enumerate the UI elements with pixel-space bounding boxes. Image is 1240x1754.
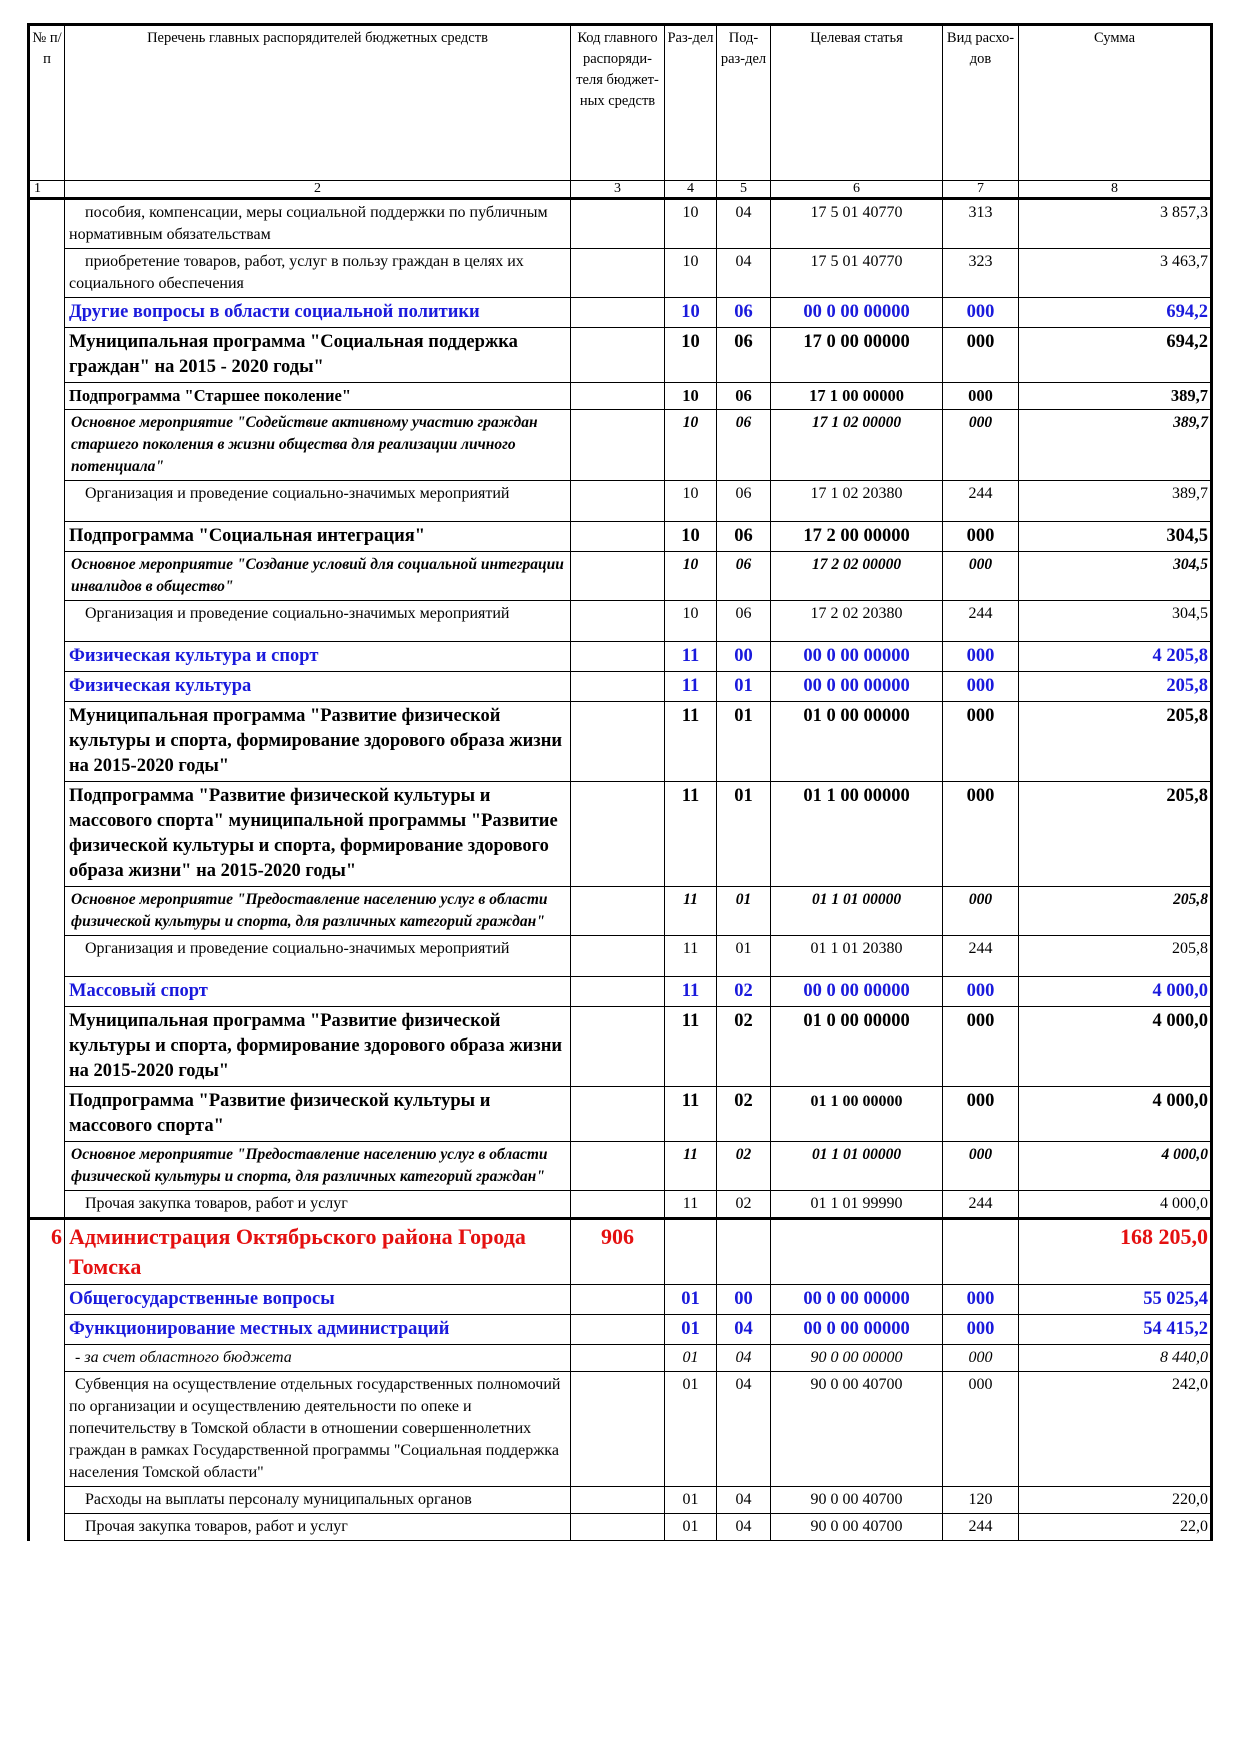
table-row [29, 642, 1212, 672]
row-name: Основное мероприятие "Предоставление населению услуг в области физической культуры и спорта, для различных категорий граждан" [65, 887, 571, 936]
row-name: приобретение товаров, работ, услуг в пользу граждан в целях их социального обеспечения [65, 249, 571, 298]
row-sum: 304,5 [1019, 601, 1212, 642]
row-podrazdel: 06 [717, 410, 771, 481]
row-target-article: 17 1 00 00000 [771, 383, 943, 410]
row-sum: 205,8 [1019, 672, 1212, 702]
row-index [29, 936, 65, 977]
row-razdel: 10 [665, 328, 717, 383]
row-index [29, 1345, 65, 1372]
table-row [29, 410, 1212, 481]
row-name: Физическая культура и спорт [65, 642, 571, 672]
row-expense-type: 120 [943, 1487, 1019, 1514]
row-index [29, 522, 65, 552]
row-name: Подпрограмма "Развитие физической культуры и массового спорта" [65, 1087, 571, 1142]
row-name: Основное мероприятие "Предоставление населению услуг в области физической культуры и спорта, для различных категорий граждан" [65, 1142, 571, 1191]
row-name: Организация и проведение социально-значимых мероприятий [65, 481, 571, 522]
table-row [29, 702, 1212, 782]
table-row [29, 782, 1212, 887]
row-target-article: 00 0 00 00000 [771, 977, 943, 1007]
row-target-article: 01 0 00 00000 [771, 1007, 943, 1087]
row-index [29, 601, 65, 642]
row-podrazdel: 01 [717, 782, 771, 887]
row-razdel [665, 1219, 717, 1285]
row-target-article: 90 0 00 00000 [771, 1345, 943, 1372]
row-name: Организация и проведение социально-значимых мероприятий [65, 936, 571, 977]
row-target-article: 01 1 00 00000 [771, 1087, 943, 1142]
row-index [29, 672, 65, 702]
table-row [29, 887, 1212, 936]
row-code [571, 1191, 665, 1219]
row-target-article: 17 1 02 20380 [771, 481, 943, 522]
row-index [29, 642, 65, 672]
row-expense-type: 244 [943, 936, 1019, 977]
table-row [29, 1372, 1212, 1487]
row-code [571, 601, 665, 642]
row-code [571, 383, 665, 410]
row-razdel: 01 [665, 1345, 717, 1372]
row-code [571, 298, 665, 328]
row-name: Прочая закупка товаров, работ и услуг [65, 1514, 571, 1541]
row-name: пособия, компенсации, меры социальной поддержки по публичным нормативным обязательствам [65, 199, 571, 249]
row-sum: 4 000,0 [1019, 1007, 1212, 1087]
row-expense-type: 000 [943, 1345, 1019, 1372]
row-sum: 389,7 [1019, 410, 1212, 481]
row-razdel: 10 [665, 383, 717, 410]
row-podrazdel: 02 [717, 1142, 771, 1191]
row-index [29, 328, 65, 383]
row-podrazdel [717, 1219, 771, 1285]
header-podrazdel: Под-раз-дел [717, 25, 771, 181]
row-target-article: 90 0 00 40700 [771, 1372, 943, 1487]
row-target-article: 01 1 01 99990 [771, 1191, 943, 1219]
header-expense-type: Вид расхо-дов [943, 25, 1019, 181]
row-target-article: 01 1 00 00000 [771, 782, 943, 887]
row-razdel: 10 [665, 199, 717, 249]
row-expense-type: 000 [943, 1315, 1019, 1345]
row-podrazdel: 01 [717, 936, 771, 977]
row-name: Подпрограмма "Социальная интеграция" [65, 522, 571, 552]
row-razdel: 10 [665, 481, 717, 522]
header-name: Перечень главных распорядителей бюджетных средств [65, 25, 571, 181]
row-sum: 694,2 [1019, 328, 1212, 383]
table-row [29, 522, 1212, 552]
row-index [29, 249, 65, 298]
row-name: Муниципальная программа "Развитие физической культуры и спорта, формирование здорового образа жизни на 2015-2020 годы" [65, 702, 571, 782]
row-podrazdel: 02 [717, 1087, 771, 1142]
row-expense-type: 000 [943, 1285, 1019, 1315]
row-index [29, 410, 65, 481]
row-index [29, 298, 65, 328]
row-index [29, 1191, 65, 1219]
row-index [29, 1372, 65, 1487]
row-name: Организация и проведение социально-значимых мероприятий [65, 601, 571, 642]
column-number: 5 [717, 181, 771, 199]
row-target-article: 00 0 00 00000 [771, 298, 943, 328]
row-target-article: 01 1 01 20380 [771, 936, 943, 977]
row-target-article: 17 5 01 40770 [771, 199, 943, 249]
row-index [29, 1487, 65, 1514]
row-code [571, 199, 665, 249]
row-podrazdel: 06 [717, 383, 771, 410]
header-razdel: Раз-дел [665, 25, 717, 181]
row-razdel: 01 [665, 1514, 717, 1541]
row-target-article: 01 0 00 00000 [771, 702, 943, 782]
row-razdel: 10 [665, 552, 717, 601]
row-sum: 205,8 [1019, 936, 1212, 977]
row-podrazdel: 04 [717, 249, 771, 298]
row-name: Расходы на выплаты персоналу муниципальных органов [65, 1487, 571, 1514]
row-sum: 205,8 [1019, 887, 1212, 936]
table-row [29, 199, 1212, 249]
table-row [29, 977, 1212, 1007]
row-target-article: 00 0 00 00000 [771, 672, 943, 702]
row-sum: 54 415,2 [1019, 1315, 1212, 1345]
row-sum: 220,0 [1019, 1487, 1212, 1514]
row-sum: 304,5 [1019, 552, 1212, 601]
row-expense-type: 244 [943, 601, 1019, 642]
row-podrazdel: 01 [717, 887, 771, 936]
row-target-article: 90 0 00 40700 [771, 1487, 943, 1514]
table-row [29, 672, 1212, 702]
row-expense-type: 000 [943, 328, 1019, 383]
table-row [29, 1345, 1212, 1372]
row-podrazdel: 04 [717, 1487, 771, 1514]
row-name: Муниципальная программа "Социальная поддержка граждан" на 2015 - 2020 годы" [65, 328, 571, 383]
header-code: Код главного распоряди-теля бюджет-ных средств [571, 25, 665, 181]
row-name: Функционирование местных администраций [65, 1315, 571, 1345]
row-target-article: 17 1 02 00000 [771, 410, 943, 481]
row-target-article: 01 1 01 00000 [771, 887, 943, 936]
row-code [571, 1514, 665, 1541]
table-row [29, 1007, 1212, 1087]
row-target-article: 00 0 00 00000 [771, 642, 943, 672]
table-row [29, 481, 1212, 522]
row-name: - за счет областного бюджета [65, 1345, 571, 1372]
row-podrazdel: 06 [717, 552, 771, 601]
row-sum: 304,5 [1019, 522, 1212, 552]
table-row [29, 1315, 1212, 1345]
row-expense-type: 000 [943, 383, 1019, 410]
row-code [571, 522, 665, 552]
row-name: Другие вопросы в области социальной политики [65, 298, 571, 328]
row-expense-type: 000 [943, 887, 1019, 936]
row-name: Прочая закупка товаров, работ и услуг [65, 1191, 571, 1219]
row-sum: 168 205,0 [1019, 1219, 1212, 1285]
row-razdel: 10 [665, 249, 717, 298]
row-podrazdel: 02 [717, 1007, 771, 1087]
row-podrazdel: 06 [717, 522, 771, 552]
row-razdel: 11 [665, 936, 717, 977]
row-index [29, 1142, 65, 1191]
row-code [571, 410, 665, 481]
row-expense-type: 323 [943, 249, 1019, 298]
column-number: 8 [1019, 181, 1212, 199]
table-row [29, 328, 1212, 383]
row-podrazdel: 04 [717, 1372, 771, 1487]
row-sum: 4 000,0 [1019, 1087, 1212, 1142]
row-expense-type: 000 [943, 410, 1019, 481]
row-code [571, 1372, 665, 1487]
row-razdel: 11 [665, 1142, 717, 1191]
row-sum: 55 025,4 [1019, 1285, 1212, 1315]
row-expense-type: 000 [943, 1142, 1019, 1191]
row-podrazdel: 04 [717, 1514, 771, 1541]
row-podrazdel: 04 [717, 1345, 771, 1372]
row-index [29, 782, 65, 887]
row-code [571, 481, 665, 522]
column-number: 7 [943, 181, 1019, 199]
table-row [29, 552, 1212, 601]
row-index [29, 1285, 65, 1315]
row-razdel: 10 [665, 522, 717, 552]
row-target-article: 17 2 02 20380 [771, 601, 943, 642]
row-razdel: 10 [665, 298, 717, 328]
row-index [29, 383, 65, 410]
header-target-article: Целевая статья [771, 25, 943, 181]
row-code [571, 1142, 665, 1191]
row-code: 906 [571, 1219, 665, 1285]
row-sum: 22,0 [1019, 1514, 1212, 1541]
row-expense-type: 000 [943, 298, 1019, 328]
table-row [29, 383, 1212, 410]
row-razdel: 01 [665, 1372, 717, 1487]
row-sum: 4 000,0 [1019, 1191, 1212, 1219]
row-podrazdel: 00 [717, 1285, 771, 1315]
row-razdel: 01 [665, 1487, 717, 1514]
row-sum: 694,2 [1019, 298, 1212, 328]
column-numbers-row [29, 181, 1212, 199]
row-name: Физическая культура [65, 672, 571, 702]
budget-table [27, 23, 1213, 1541]
row-index [29, 702, 65, 782]
row-razdel: 10 [665, 410, 717, 481]
row-code [571, 328, 665, 383]
row-podrazdel: 06 [717, 601, 771, 642]
row-sum: 4 000,0 [1019, 1142, 1212, 1191]
row-index [29, 1315, 65, 1345]
row-sum: 8 440,0 [1019, 1345, 1212, 1372]
row-sum: 3 463,7 [1019, 249, 1212, 298]
row-index [29, 1514, 65, 1541]
header-sum: Сумма [1019, 25, 1212, 181]
row-code [571, 552, 665, 601]
row-sum: 4 205,8 [1019, 642, 1212, 672]
row-podrazdel: 02 [717, 977, 771, 1007]
table-row [29, 1285, 1212, 1315]
table-row [29, 1191, 1212, 1219]
row-sum: 389,7 [1019, 383, 1212, 410]
row-podrazdel: 01 [717, 702, 771, 782]
row-expense-type: 000 [943, 782, 1019, 887]
row-expense-type: 000 [943, 1372, 1019, 1487]
row-expense-type: 000 [943, 1087, 1019, 1142]
row-code [571, 642, 665, 672]
header-number: № п/п [29, 25, 65, 181]
row-podrazdel: 06 [717, 481, 771, 522]
table-row [29, 1219, 1212, 1285]
row-index [29, 887, 65, 936]
column-number: 3 [571, 181, 665, 199]
row-razdel: 11 [665, 1191, 717, 1219]
row-code [571, 1087, 665, 1142]
row-name: Муниципальная программа "Развитие физической культуры и спорта, формирование здорового образа жизни на 2015-2020 годы" [65, 1007, 571, 1087]
budget-document [27, 23, 1210, 1541]
row-code [571, 1285, 665, 1315]
table-row [29, 1142, 1212, 1191]
table-row [29, 936, 1212, 977]
row-index [29, 481, 65, 522]
row-razdel: 11 [665, 782, 717, 887]
row-podrazdel: 04 [717, 1315, 771, 1345]
row-index [29, 552, 65, 601]
row-name: Администрация Октябрьского района Города Томска [65, 1219, 571, 1285]
row-target-article: 17 0 00 00000 [771, 328, 943, 383]
table-row [29, 601, 1212, 642]
row-razdel: 01 [665, 1315, 717, 1345]
table-body [29, 199, 1212, 1541]
table-row [29, 249, 1212, 298]
row-expense-type [943, 1219, 1019, 1285]
table-row [29, 298, 1212, 328]
row-expense-type: 000 [943, 1007, 1019, 1087]
row-razdel: 11 [665, 672, 717, 702]
row-code [571, 936, 665, 977]
row-target-article: 01 1 01 00000 [771, 1142, 943, 1191]
row-sum: 242,0 [1019, 1372, 1212, 1487]
row-expense-type: 000 [943, 672, 1019, 702]
row-code [571, 702, 665, 782]
row-razdel: 11 [665, 887, 717, 936]
row-expense-type: 000 [943, 977, 1019, 1007]
table-row [29, 1514, 1212, 1541]
row-expense-type: 313 [943, 199, 1019, 249]
row-code [571, 1315, 665, 1345]
table-row [29, 1087, 1212, 1142]
column-number: 2 [65, 181, 571, 199]
row-code [571, 1007, 665, 1087]
row-name: Основное мероприятие "Создание условий для социальной интеграции инвалидов в общество" [65, 552, 571, 601]
row-target-article: 17 5 01 40770 [771, 249, 943, 298]
row-code [571, 782, 665, 887]
row-razdel: 11 [665, 642, 717, 672]
row-expense-type: 000 [943, 552, 1019, 601]
row-podrazdel: 00 [717, 642, 771, 672]
row-code [571, 249, 665, 298]
row-sum: 389,7 [1019, 481, 1212, 522]
row-expense-type: 000 [943, 702, 1019, 782]
row-target-article: 17 2 00 00000 [771, 522, 943, 552]
row-index [29, 1007, 65, 1087]
row-razdel: 10 [665, 601, 717, 642]
row-podrazdel: 04 [717, 199, 771, 249]
row-expense-type: 244 [943, 1514, 1019, 1541]
row-target-article [771, 1219, 943, 1285]
row-target-article: 17 2 02 00000 [771, 552, 943, 601]
row-sum: 3 857,3 [1019, 199, 1212, 249]
row-expense-type: 000 [943, 522, 1019, 552]
row-index [29, 977, 65, 1007]
row-podrazdel: 02 [717, 1191, 771, 1219]
column-number: 1 [29, 181, 65, 199]
row-podrazdel: 06 [717, 328, 771, 383]
row-code [571, 672, 665, 702]
row-sum: 4 000,0 [1019, 977, 1212, 1007]
row-code [571, 977, 665, 1007]
row-name: Подпрограмма "Развитие физической культуры и массового спорта" муниципальной программы "Развитие физической культуры и спорта, формирование здорового образа жизни" на 2015-2020 годы" [65, 782, 571, 887]
table-row [29, 1487, 1212, 1514]
row-name: Общегосударственные вопросы [65, 1285, 571, 1315]
row-name: Субвенция на осуществление отдельных государственных полномочий по организации и осуществлению деятельности по опеке и попечительству в Томской области в отношении совершеннолетних граждан в рамках Государственной программы "Социальная поддержка населения Томской области" [65, 1372, 571, 1487]
row-target-article: 00 0 00 00000 [771, 1285, 943, 1315]
row-razdel: 11 [665, 702, 717, 782]
row-podrazdel: 06 [717, 298, 771, 328]
row-razdel: 11 [665, 1007, 717, 1087]
row-code [571, 1345, 665, 1372]
row-index [29, 1087, 65, 1142]
row-razdel: 01 [665, 1285, 717, 1315]
row-name: Основное мероприятие "Содействие активному участию граждан старшего поколения в жизни общества для реализации личного потенциала" [65, 410, 571, 481]
table-header-row [29, 25, 1212, 181]
row-target-article: 00 0 00 00000 [771, 1315, 943, 1345]
row-expense-type: 000 [943, 642, 1019, 672]
column-number: 4 [665, 181, 717, 199]
row-index [29, 199, 65, 249]
row-code [571, 887, 665, 936]
row-sum: 205,8 [1019, 702, 1212, 782]
row-index: 6 [29, 1219, 65, 1285]
row-razdel: 11 [665, 1087, 717, 1142]
row-expense-type: 244 [943, 481, 1019, 522]
row-name: Подпрограмма "Старшее поколение" [65, 383, 571, 410]
column-number: 6 [771, 181, 943, 199]
row-name: Массовый спорт [65, 977, 571, 1007]
row-code [571, 1487, 665, 1514]
row-podrazdel: 01 [717, 672, 771, 702]
row-sum: 205,8 [1019, 782, 1212, 887]
row-target-article: 90 0 00 40700 [771, 1514, 943, 1541]
row-expense-type: 244 [943, 1191, 1019, 1219]
row-razdel: 11 [665, 977, 717, 1007]
